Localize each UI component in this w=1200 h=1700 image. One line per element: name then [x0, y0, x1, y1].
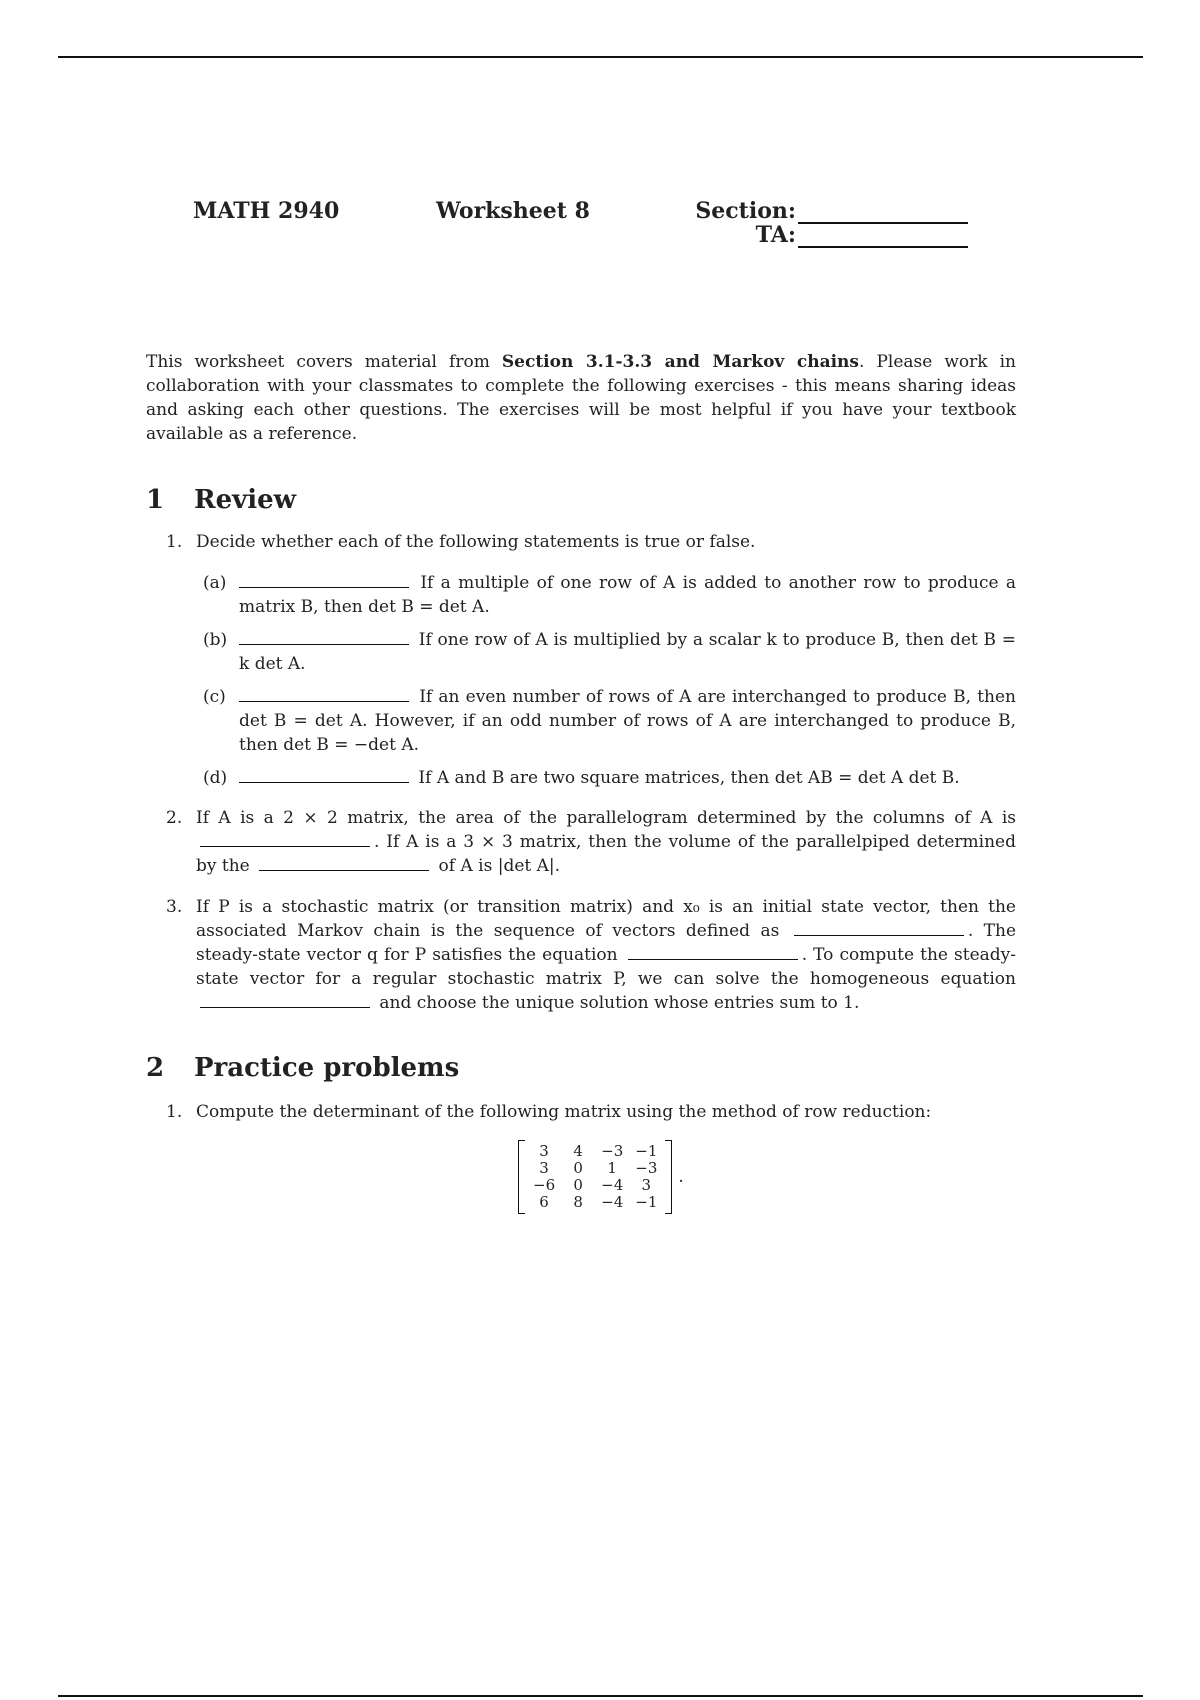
question-text-4: and choose the unique solution whose entries sum to 1. — [379, 993, 860, 1013]
matrix-row — [527, 1194, 663, 1211]
markov-chain-blank[interactable] — [794, 919, 964, 936]
review-question-2 — [166, 806, 1016, 878]
answer-blank-b[interactable] — [239, 628, 409, 645]
area-blank[interactable] — [200, 830, 370, 847]
section-2-number: 2 — [146, 1053, 165, 1083]
review-question-3 — [166, 895, 1016, 1015]
statement-a — [203, 571, 1016, 619]
matrix-cell: −3 — [601, 1142, 624, 1160]
question-text: Decide whether each of the following statements is true or false. — [196, 532, 756, 552]
section-field — [695, 198, 968, 224]
homogeneous-equation-blank[interactable] — [200, 991, 370, 1008]
intro-paragraph — [146, 350, 1016, 446]
course-code: MATH 2940 — [193, 198, 340, 224]
question-text-3: of A is |det A|. — [438, 856, 561, 876]
statement-text: If a multiple of one row of A is added to another row to produce a matrix B, then det B = det A. — [239, 573, 1017, 617]
practice-question-1 — [166, 1100, 1016, 1124]
question-text-1: If P is a stochastic matrix (or transition matrix) and x₀ is an initial state vector, then the associated Markov chain is the sequence of vectors defined as — [196, 897, 1016, 941]
section-blank[interactable] — [798, 202, 968, 224]
answer-blank-a[interactable] — [239, 571, 409, 588]
section-label: Section: — [695, 198, 796, 224]
review-question-1 — [166, 530, 1016, 554]
left-bracket — [518, 1140, 525, 1214]
ta-blank[interactable] — [798, 226, 968, 248]
statement-label: (a) — [203, 573, 227, 593]
intro-text-1: This worksheet covers material from — [146, 352, 502, 372]
matrix-table — [527, 1143, 663, 1211]
answer-blank-c[interactable] — [239, 685, 409, 702]
statement-b — [203, 628, 1016, 676]
section-2-title: Practice problems — [194, 1053, 460, 1083]
matrix-cell: 4 — [573, 1142, 583, 1160]
ta-field — [756, 222, 968, 248]
right-bracket — [665, 1140, 672, 1214]
matrix-row — [527, 1160, 663, 1177]
matrix-cell: 3 — [539, 1159, 549, 1177]
matrix-cell: 3 — [641, 1176, 652, 1194]
section-1-number: 1 — [146, 485, 165, 515]
answer-blank-d[interactable] — [239, 766, 409, 783]
matrix-cell: −1 — [635, 1142, 658, 1160]
question-number: 1. — [166, 1102, 183, 1122]
statement-c — [203, 685, 1016, 757]
statement-text: If one row of A is multiplied by a scalar k to produce B, then det B = k det A. — [239, 630, 1016, 674]
statement-text: If A and B are two square matrices, then det AB = det A det B. — [418, 768, 960, 788]
matrix-cell: −3 — [635, 1159, 658, 1177]
question-number: 1. — [166, 532, 183, 552]
worksheet-title: Worksheet 8 — [436, 198, 590, 224]
top-rule — [58, 56, 1143, 58]
matrix-row — [527, 1143, 663, 1160]
question-text-1: If A is a 2 × 2 matrix, the area of the parallelogram determined by the columns of A is — [196, 808, 1016, 828]
matrix-cell: 3 — [539, 1142, 549, 1160]
worksheet-header — [0, 198, 1200, 258]
matrix-cell: 1 — [607, 1159, 617, 1177]
question-text-2: . The steady-state vector q for P satisfies the equation — [196, 921, 1017, 965]
statement-d — [203, 766, 1016, 790]
steady-state-blank[interactable] — [628, 943, 798, 960]
matrix-cell: 0 — [573, 1176, 583, 1194]
question-text-2: . If A is a 3 × 3 matrix, then the volume of the parallelpiped determined by the — [196, 832, 1016, 876]
matrix-cell: 6 — [539, 1193, 549, 1211]
determinant-matrix — [518, 1140, 684, 1214]
statement-text: If an even number of rows of A are interchanged to produce B, then det B = det A. However, if an odd number of rows of A are interchanged to produce B, then det B = −det A. — [239, 687, 1017, 755]
matrix-row — [527, 1177, 663, 1194]
intro-bold: Section 3.1-3.3 and Markov chains — [501, 352, 859, 372]
question-text: Compute the determinant of the following matrix using the method of row reduction: — [196, 1102, 932, 1122]
question-text-3: . To compute the steady-state vector for a regular stochastic matrix P, we can solve the homogeneous equation — [196, 945, 1016, 989]
section-2-heading — [146, 1053, 459, 1083]
matrix-period: . — [678, 1167, 684, 1187]
section-1-title: Review — [194, 485, 297, 515]
section-1-heading — [146, 485, 296, 515]
question-number: 3. — [166, 897, 183, 917]
matrix-cell: −4 — [601, 1193, 624, 1211]
ta-label: TA: — [755, 222, 796, 248]
volume-blank[interactable] — [259, 854, 429, 871]
question-number: 2. — [166, 808, 183, 828]
matrix-cell: 8 — [573, 1193, 583, 1211]
matrix-cell: −6 — [533, 1176, 556, 1194]
intro-text-2: . Please work in collaboration with your classmates to complete the following exercises - this means sharing ideas and asking each other questions. The exercises will be most helpful if you have your textbook available as a reference. — [146, 352, 1017, 444]
statement-label: (c) — [203, 687, 226, 707]
statement-label: (d) — [203, 768, 228, 788]
statement-label: (b) — [203, 630, 228, 650]
matrix-cell: 0 — [573, 1159, 583, 1177]
matrix-cell: −1 — [635, 1193, 658, 1211]
bottom-rule — [58, 1695, 1143, 1697]
matrix-cell: −4 — [601, 1176, 624, 1194]
